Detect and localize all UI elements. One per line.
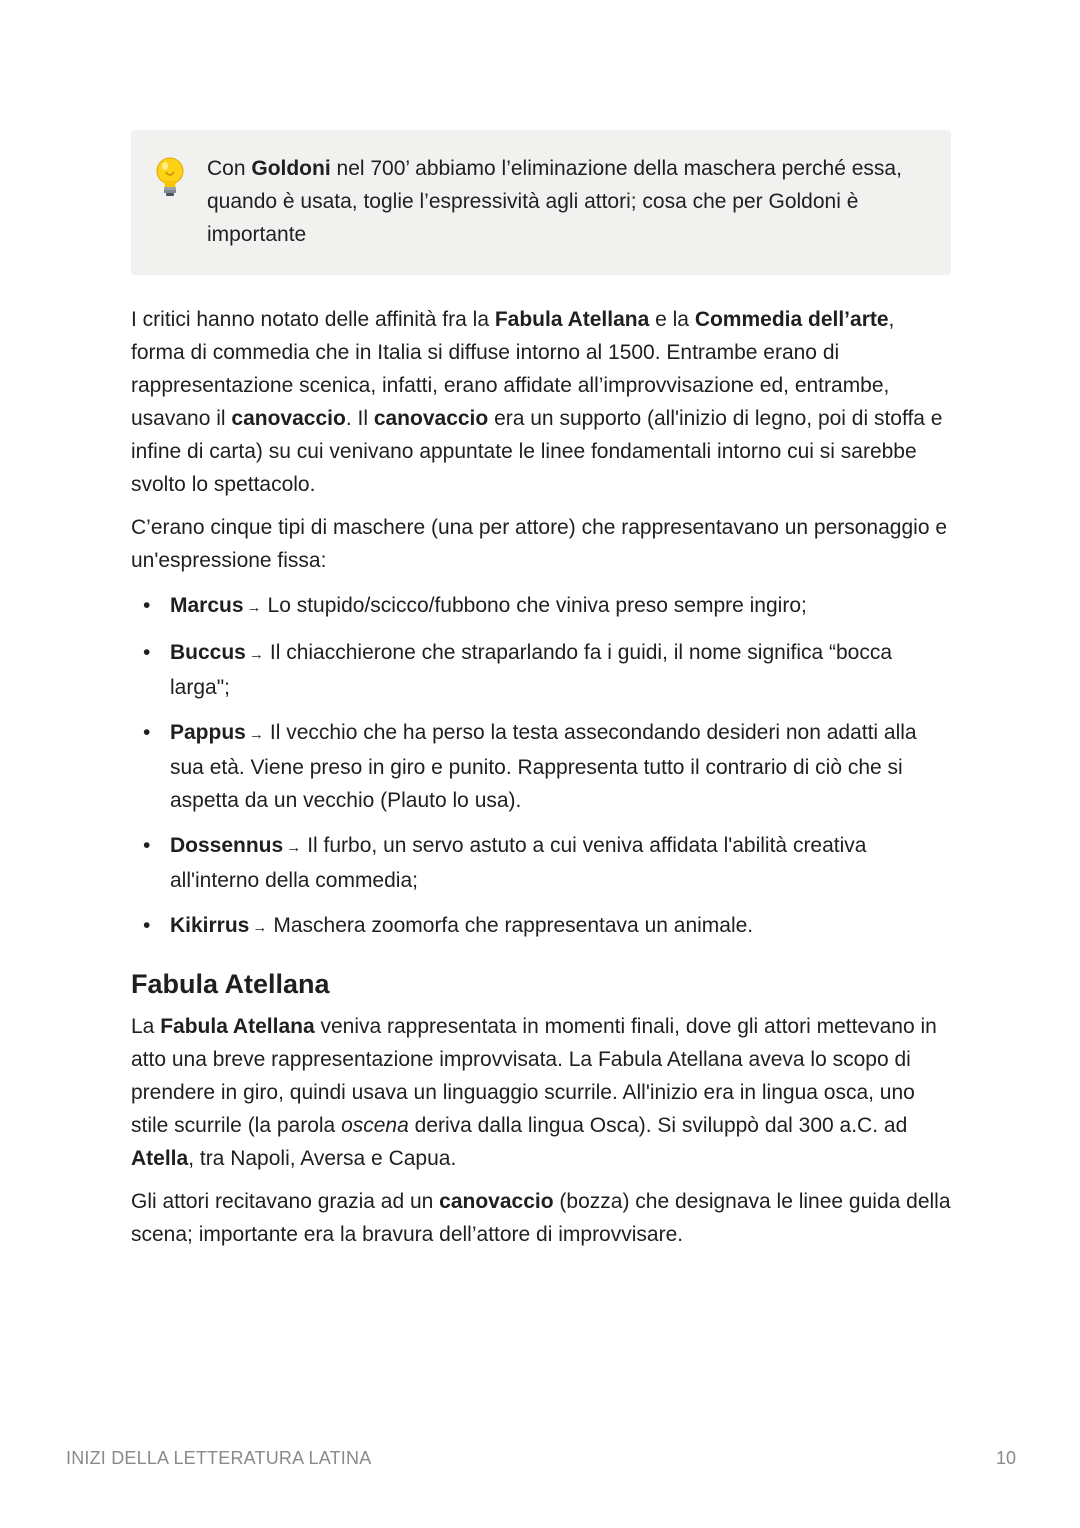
callout-pre: Con xyxy=(207,157,252,180)
bold-run: canovaccio xyxy=(439,1190,554,1213)
masks-list xyxy=(131,589,951,944)
lightbulb-icon xyxy=(153,156,193,203)
text-run: La xyxy=(131,1015,161,1038)
text-run: Gli attori recitavano grazia ad un xyxy=(131,1190,440,1213)
section-heading: Fabula Atellana xyxy=(131,969,330,999)
text-run: I critici hanno notato delle affinità fra la xyxy=(131,308,495,331)
arrow-icon: → xyxy=(286,839,302,856)
arrow-icon: → xyxy=(246,599,262,616)
text-run: , forma di commedia che in Italia si diffuse intorno al 1500. Entrambe erano di rappresentazione scenica, infatti, erano affidate all’improvvisazione ed, entrambe, usavano il xyxy=(131,308,895,430)
bold-run: Atella xyxy=(131,1147,189,1170)
bold-run: canovaccio xyxy=(373,407,489,430)
bullet-icon: • xyxy=(143,834,151,857)
text-run: e la xyxy=(649,308,695,331)
mask-name: Dossennus xyxy=(170,834,284,857)
bold-run: canovaccio xyxy=(231,407,346,430)
paragraph-maschere: C’erano cinque tipi di maschere (una per attore) che rappresentavano un personaggio e un'espressione fissa: xyxy=(131,516,948,572)
list-item xyxy=(131,829,951,897)
paragraph-attori xyxy=(131,1185,951,1251)
mask-description: Il chiacchierone che straparlando fa i guidi, il nome significa “bocca larga"; xyxy=(170,641,893,699)
callout-bold: Goldoni xyxy=(251,157,331,180)
bullet-icon: • xyxy=(143,914,151,937)
bullet-icon: • xyxy=(143,641,151,664)
bullet-icon: • xyxy=(143,594,151,617)
mask-description: Il vecchio che ha perso la testa assecondando desideri non adatti alla sua età. Viene preso in giro e punito. Rappresenta tutto il contrario di ciò che si aspetta da un vecchio (Plauto lo usa). xyxy=(170,721,917,812)
text-run: (bozza) che designava le linee guida della scena; importante era la bravura dell’attore di improvvisare. xyxy=(131,1190,951,1246)
page-content xyxy=(131,130,951,1251)
text-run: , tra Napoli, Aversa e Capua. xyxy=(188,1147,457,1170)
footer-title: INIZI DELLA LETTERATURA LATINA xyxy=(66,1448,372,1468)
callout-text xyxy=(207,152,927,251)
arrow-icon: → xyxy=(248,646,264,663)
list-item xyxy=(131,636,951,704)
mask-name: Buccus xyxy=(170,641,246,664)
mask-description: Maschera zoomorfa che rappresentava un animale. xyxy=(273,914,754,937)
paragraph-affinita xyxy=(131,303,951,501)
callout-box xyxy=(131,130,951,275)
arrow-icon: → xyxy=(252,919,268,936)
bold-run: Fabula Atellana xyxy=(494,308,650,331)
mask-name: Kikirrus xyxy=(170,914,250,937)
bold-run: Fabula Atellana xyxy=(160,1015,315,1038)
callout-post: nel 700’ abbiamo l’eliminazione della maschera perché essa, quando è usata, toglie l’espressività agli attori; cosa che per Goldoni è importante xyxy=(207,157,902,246)
page-number: 10 xyxy=(995,1448,1016,1468)
arrow-icon: → xyxy=(248,726,264,743)
text-run: deriva dalla lingua Osca). Si sviluppò dal 300 a.C. ad xyxy=(408,1114,908,1137)
text-run: . Il xyxy=(345,407,374,430)
italic-run: oscena xyxy=(341,1114,409,1137)
bold-run: Commedia dell’arte xyxy=(694,308,889,331)
text-run: veniva rappresentata in momenti finali, dove gli attori mettevano in atto una breve rappresentazione improvvisata. La Fabula Atellana aveva lo scopo di prendere in giro, quindi usava un linguaggio scurrile. All'inizio era in lingua osca, uno stile scurrile (la parola xyxy=(131,1015,937,1137)
text-run: era un supporto (all'inizio di legno, poi di stoffa e infine di carta) su cui venivano appuntate le linee fondamentali intorno cui si sarebbe svolto lo spettacolo. xyxy=(131,407,943,496)
list-item xyxy=(131,589,951,624)
paragraph-fabula xyxy=(131,1010,951,1175)
list-item xyxy=(131,909,951,944)
list-item xyxy=(131,716,951,817)
bullet-icon: • xyxy=(143,721,151,744)
mask-name: Pappus xyxy=(170,721,246,744)
mask-description: Lo stupido/scicco/fubbono che viniva preso sempre ingiro; xyxy=(267,594,807,617)
mask-name: Marcus xyxy=(170,594,244,617)
mask-description: Il furbo, un servo astuto a cui veniva affidata l'abilità creativa all'interno della commedia; xyxy=(170,834,867,892)
